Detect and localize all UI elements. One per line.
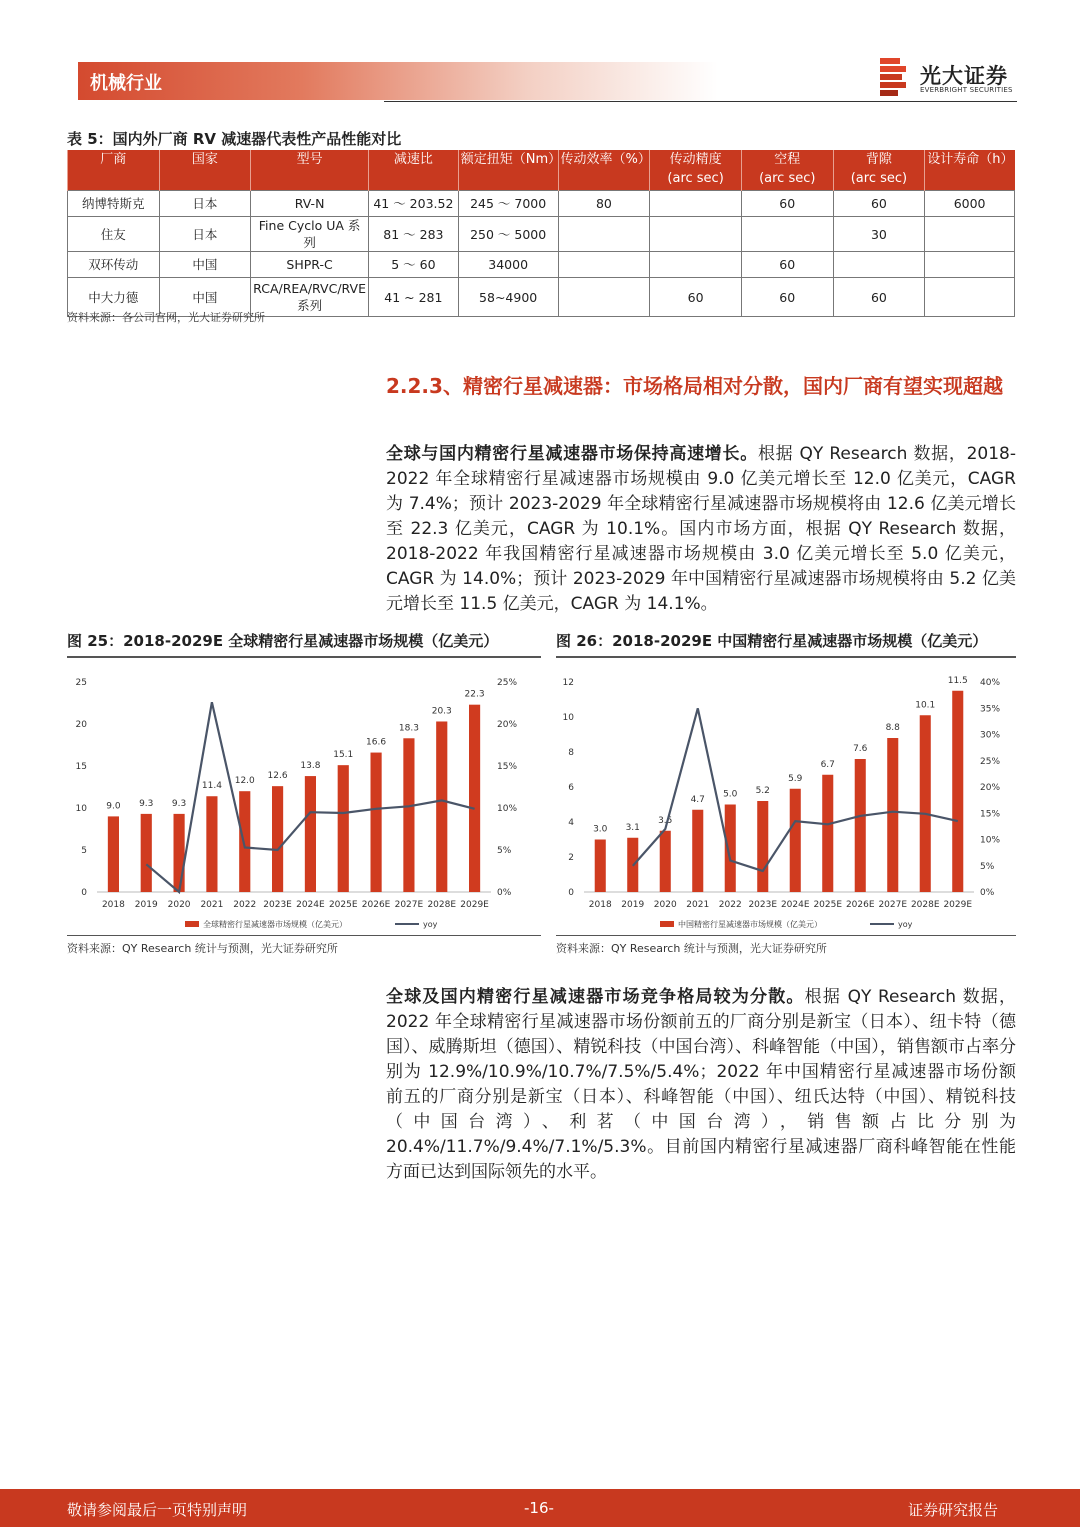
bar: [206, 796, 217, 892]
table-body: [68, 191, 1015, 317]
data-label: 5.2: [755, 786, 770, 796]
header-band: [78, 62, 718, 100]
table-cell: 245 ～ 7000: [458, 191, 558, 217]
bar: [436, 721, 447, 892]
y2-tick-label: 30%: [980, 730, 1001, 741]
figure-26-source: 资料来源：QY Research 统计与预测，光大证券研究所: [556, 942, 827, 955]
paragraph-body: 根据 QY Research 数据，2022 年全球精密行星减速器市场份额前五的厂商分别是新宝（日本）、纽卡特（德国）、威腾斯坦（德国）、精锐科技（中国台湾）、科峰智能（中国），销售额市占率分别为 12.9%/10.9%/10.7%/7.5%/5.4%；2022 年中国精密行星减速器市场份额前五的厂商分别是新宝（日本）、科峰智能（中国）、纽氏达特（中国）、精锐科技（中国台湾）、利茗（中国台湾），销售额占比分别为 20.4%/11.7%/9.4%/7.1%/5.3%。目前国内精密行星减速器厂商科峰智能在性能方面已达到国际领先的水平。: [386, 987, 1016, 1182]
table-cell: [925, 278, 1015, 317]
figure-25-title: 图 25：2018-2029E 全球精密行星减速器市场规模（亿美元）: [67, 632, 499, 650]
bar: [887, 738, 898, 892]
data-label: 3.5: [658, 815, 673, 826]
x-tick-label: 2026E: [361, 900, 391, 910]
table-header-cell: 型号: [251, 150, 369, 191]
footer-disclaimer: 敬请参阅最后一页特别声明: [67, 1501, 248, 1519]
table-cell: 80: [558, 191, 650, 217]
bar: [338, 765, 349, 892]
y-tick-label: 20: [75, 720, 87, 730]
table-cell: 6000: [925, 191, 1015, 217]
x-tick-label: 2026E: [845, 900, 875, 910]
x-tick-label: 2024E: [780, 900, 810, 910]
y-tick-label: 0: [568, 888, 574, 898]
y2-tick-label: 15%: [497, 762, 518, 772]
bar: [469, 705, 480, 892]
y-tick-label: 6: [568, 783, 574, 793]
y2-tick-label: 25%: [980, 756, 1001, 767]
legend-bar-label: 全球精密行星减速器市场规模（亿美元）: [203, 920, 347, 929]
table-cell: [650, 217, 742, 252]
table-header-cell: 国家: [159, 150, 251, 191]
table-row: [68, 191, 1015, 217]
bar: [952, 691, 963, 892]
y2-tick-label: 0%: [980, 888, 995, 898]
x-tick-label: 2020: [653, 900, 677, 910]
bar: [757, 801, 768, 892]
x-tick-label: 2025E: [328, 900, 358, 910]
paragraph-body: 根据 QY Research 数据，2018-2022 年全球精密行星减速器市场规模由 9.0 亿美元增长至 12.0 亿美元，CAGR 为 7.4%；预计 2023-2029 年全球精密行星减速器市场规模将由 12.6 亿美元增长至 22.3 亿美元，CAGR 为 10.1%。国内市场方面，根据 QY Research 数据，2018-2022 年我国精密行星减速器市场规模由 3.0 亿美元增长至 5.0 亿美元，CAGR 为 14.0%；预计 2023-2029 年中国精密行星减速器市场规模将由 5.2 亿美元增长至 11.5 亿美元，CAGR 为 14.1%。: [386, 444, 1016, 614]
table-cell: 中国: [159, 278, 251, 317]
table-header-cell: 传动效率（%）: [558, 150, 650, 191]
x-tick-label: 2027E: [878, 900, 908, 910]
table-header-cell: 减速比: [369, 150, 459, 191]
table-header-row: [68, 150, 1015, 191]
y-tick-label: 10: [562, 713, 574, 723]
paragraph-lead: 全球与国内精密行星减速器市场保持高速增长。: [386, 444, 758, 464]
bar: [855, 759, 866, 892]
x-tick-label: 2018: [101, 900, 125, 910]
legend-bar-label: 中国精密行星减速器市场规模（亿美元）: [678, 920, 822, 929]
logo-text-cn: 光大证券: [920, 64, 1008, 88]
header-section: 机械行业: [90, 73, 162, 94]
table-cell: [650, 191, 742, 217]
table-cell: 41 ~ 281: [369, 278, 459, 317]
x-tick-label: 2018: [588, 900, 612, 910]
table-cell: 住友: [68, 217, 160, 252]
table-cell: 中国: [159, 252, 251, 278]
table-cell: 60: [741, 278, 833, 317]
table-cell: 日本: [159, 217, 251, 252]
table-row: [68, 217, 1015, 252]
data-label: 16.6: [366, 737, 387, 748]
table-cell: 58~4900: [458, 278, 558, 317]
figure-25-source: 资料来源：QY Research 统计与预测，光大证券研究所: [67, 942, 338, 955]
data-label: 4.7: [690, 794, 705, 805]
x-tick-label: 2025E: [813, 900, 843, 910]
bar: [403, 738, 414, 892]
paragraph-growth: [386, 442, 1016, 617]
spec-table: [67, 150, 1015, 317]
y-tick-label: 2: [568, 853, 574, 863]
table-cell: 纳博特斯克: [68, 191, 160, 217]
table-cell: 中大力德: [68, 278, 160, 317]
page-footer: [0, 1489, 1080, 1527]
table-cell: [650, 252, 742, 278]
x-tick-label: 2023E: [748, 900, 778, 910]
data-label: 11.4: [201, 781, 222, 792]
data-label: 6.7: [820, 759, 835, 770]
legend-bar-swatch: [660, 921, 674, 927]
data-label: 9.0: [106, 801, 121, 812]
table-header-cell: 额定扭矩（Nm）: [458, 150, 558, 191]
table-cell: 81 ～ 283: [369, 217, 459, 252]
y-tick-label: 12: [562, 678, 574, 688]
table-cell: [925, 252, 1015, 278]
table-cell: 250 ～ 5000: [458, 217, 558, 252]
data-label: 8.8: [885, 723, 900, 733]
bar: [371, 753, 382, 892]
x-tick-label: 2029E: [460, 900, 489, 910]
figure-26-bottom-rule: [556, 935, 1016, 936]
paragraph-competition: [386, 985, 1016, 1185]
bar: [174, 814, 185, 892]
figure-25-bottom-rule: [67, 935, 541, 936]
x-tick-label: 2027E: [394, 900, 424, 910]
data-label: 5.9: [788, 773, 803, 784]
table-cell: RV-N: [251, 191, 369, 217]
data-label: 9.3: [171, 798, 187, 809]
table-header-cell: 厂商: [68, 150, 160, 191]
y2-tick-label: 20%: [980, 783, 1001, 793]
x-tick-label: 2020: [167, 900, 191, 910]
table-cell: 60: [741, 252, 833, 278]
table-cell: [925, 217, 1015, 252]
data-label: 3.0: [593, 824, 608, 835]
table-cell: 41 ～ 203.52: [369, 191, 459, 217]
table-title: 表 5：国内外厂商 RV 减速器代表性产品性能对比: [67, 130, 402, 148]
table-cell: RCA/REA/RVC/RVE 系列: [251, 278, 369, 317]
y2-tick-label: 0%: [497, 888, 512, 898]
data-label: 20.3: [431, 706, 452, 717]
x-tick-label: 2019: [621, 900, 645, 910]
bar: [790, 789, 801, 892]
page-number: -16-: [524, 1499, 554, 1517]
table-cell: SHPR-C: [251, 252, 369, 278]
x-tick-label: 2021: [686, 900, 710, 910]
company-logo: [878, 58, 1018, 98]
x-tick-label: 2022: [233, 900, 257, 910]
table-cell: [558, 217, 650, 252]
table-cell: [558, 278, 650, 317]
table-header-cell: 背隙 (arc sec): [833, 150, 925, 191]
y2-tick-label: 10%: [497, 804, 518, 814]
bar: [822, 775, 833, 892]
y-tick-label: 8: [568, 748, 574, 758]
y-tick-label: 4: [568, 818, 574, 828]
y2-tick-label: 5%: [980, 861, 995, 872]
table-cell: 双环传动: [68, 252, 160, 278]
y-tick-label: 10: [75, 804, 87, 814]
data-label: 13.8: [300, 761, 321, 772]
table-cell: 60: [741, 191, 833, 217]
section-title: 2.2.3、精密行星减速器：市场格局相对分散，国内厂商有望实现超越: [386, 374, 1003, 398]
data-label: 11.5: [947, 675, 968, 686]
legend-line-label: yoy: [423, 920, 438, 929]
logo-text-en: EVERBRIGHT SECURITIES: [920, 86, 1013, 94]
x-tick-label: 2022: [718, 900, 742, 910]
bar: [595, 840, 606, 893]
table-header-cell: 空程 (arc sec): [741, 150, 833, 191]
x-tick-label: 2019: [134, 900, 158, 910]
table-cell: 60: [833, 191, 925, 217]
x-tick-label: 2029E: [943, 900, 973, 910]
bar: [272, 786, 283, 892]
y2-tick-label: 40%: [980, 678, 1001, 688]
y-tick-label: 0: [81, 888, 87, 898]
bar: [692, 810, 703, 892]
paragraph-lead: 全球及国内精密行星减速器市场竞争格局较为分散。: [386, 987, 805, 1007]
header-rule: [384, 101, 1017, 102]
data-label: 5.0: [723, 789, 738, 800]
data-label: 22.3: [464, 689, 485, 700]
y2-tick-label: 20%: [497, 720, 518, 730]
data-label: 7.6: [853, 744, 868, 754]
table-cell: 34000: [458, 252, 558, 278]
table-cell: Fine Cyclo UA 系列: [251, 217, 369, 252]
table-cell: [741, 217, 833, 252]
table-cell: [558, 252, 650, 278]
bar: [920, 715, 931, 892]
y-tick-label: 15: [75, 762, 87, 772]
y-tick-label: 5: [81, 846, 87, 856]
x-tick-label: 2028E: [910, 900, 940, 910]
figure-26-chart: [556, 662, 1016, 934]
data-label: 18.3: [398, 723, 419, 734]
bar: [239, 791, 250, 892]
bar: [141, 814, 152, 892]
data-label: 15.1: [333, 750, 354, 761]
bar: [725, 805, 736, 893]
table-cell: 30: [833, 217, 925, 252]
legend-bar-swatch: [185, 921, 199, 927]
x-tick-label: 2028E: [427, 900, 457, 910]
table-header-cell: 设计寿命（h）: [925, 150, 1015, 191]
data-label: 3.1: [625, 822, 640, 833]
legend-line-label: yoy: [898, 920, 913, 929]
bar: [305, 776, 316, 892]
x-tick-label: 2021: [200, 900, 224, 910]
y2-tick-label: 5%: [497, 846, 512, 856]
figure-26-title: 图 26：2018-2029E 中国精密行星减速器市场规模（亿美元）: [556, 632, 988, 650]
y2-tick-label: 15%: [980, 809, 1001, 820]
bar: [108, 816, 119, 892]
table-row: [68, 252, 1015, 278]
table-header-cell: 传动精度 (arc sec): [650, 150, 742, 191]
figure-25-rule: [67, 656, 541, 658]
x-tick-label: 2023E: [263, 900, 292, 910]
bar: [660, 831, 671, 892]
table-cell: 5 ～ 60: [369, 252, 459, 278]
data-label: 10.1: [915, 700, 936, 711]
x-tick-label: 2024E: [296, 900, 325, 910]
y2-tick-label: 10%: [980, 835, 1001, 846]
y2-tick-label: 25%: [497, 678, 518, 688]
logo-mark-icon: [878, 58, 908, 96]
table-cell: 日本: [159, 191, 251, 217]
figure-26-rule: [556, 656, 1016, 658]
data-label: 9.3: [139, 798, 154, 809]
figure-25-chart: [67, 662, 541, 934]
footer-report-type: 证券研究报告: [908, 1501, 999, 1519]
y-tick-label: 25: [75, 678, 87, 688]
y2-tick-label: 35%: [980, 704, 1001, 715]
data-label: 12.6: [267, 771, 288, 782]
data-label: 12.0: [234, 776, 255, 787]
table-source: 资料来源：各公司官网，光大证券研究所: [67, 311, 265, 324]
table-cell: 60: [833, 278, 925, 317]
table-cell: [833, 252, 925, 278]
table-cell: 60: [650, 278, 742, 317]
